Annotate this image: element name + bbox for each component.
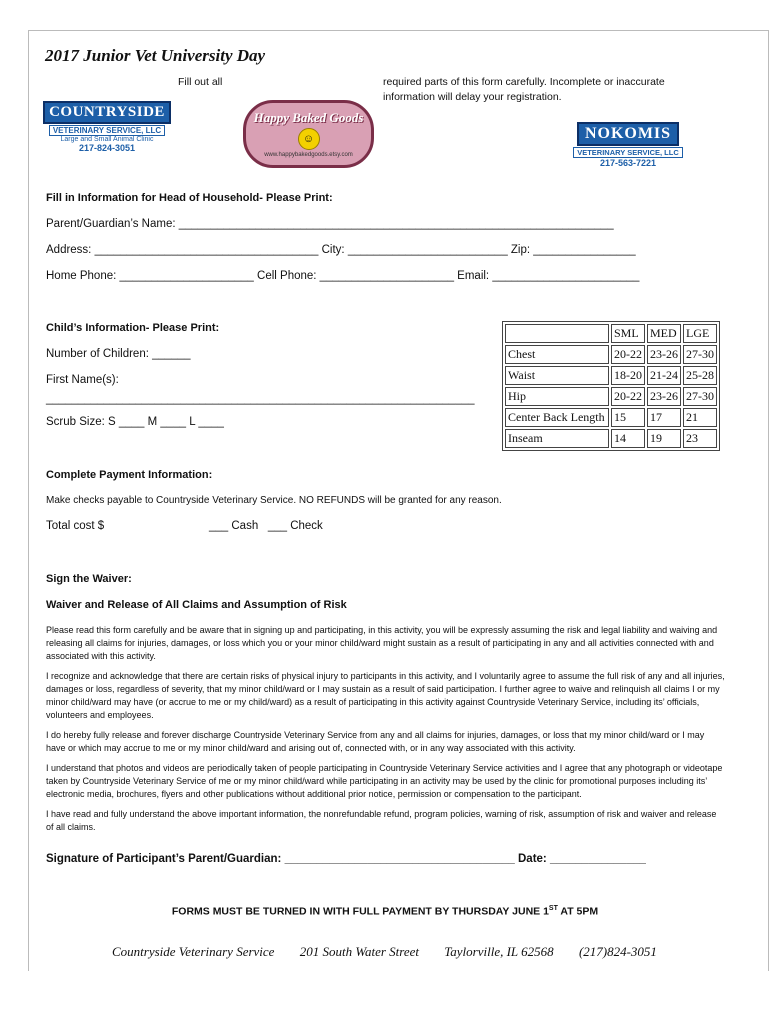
intro-right-2: information will delay your registration. (383, 91, 562, 103)
waiver-paragraph: I understand that photos and videos are periodically taken of people participating in Countryside Veterinary Service activities and I agree that any photograph or videotape taken by Countryside Veterinary Service of me or my minor child/ward while participating in an activity may be used by the clinic for promotional purposes including its’ electronic media, brochures, flyers and other publications without additional prior notice, permission or compensation to the participant. (46, 763, 723, 799)
first-names-field[interactable]: ___________________________________________________________________ (46, 393, 475, 405)
footer-street: 201 South Water Street (299, 944, 419, 959)
footer-name: Countryside Veterinary Service (112, 944, 275, 959)
first-names-label: First Name(s): (46, 374, 119, 386)
waiver-heading: Waiver and Release of All Claims and Assumption of Risk (46, 599, 347, 611)
waiver-text (46, 624, 726, 841)
total-cost-label: Total cost $ (46, 520, 105, 532)
footer-phone: (217)824-3051 (578, 944, 657, 959)
waiver-paragraph: I recognize and acknowledge that there are certain risks of physical injury to participants in this activity, and I voluntarily agree to assume the full risk of any and all injuries, damages or loss, regardless of severity, that my minor child/ward or I may sustain as a result of said participation. I further agree to waive and relinquish all claims I or my minor child/ward may have (or accrue to me or my child/ward) as a result of participating in this activity against Countryside Veterinary Service, including its’ officials, volunteers and employees. (46, 671, 725, 720)
household-heading: Fill in Information for Head of Household- Please Print: (46, 192, 333, 204)
table-row: Inseam 14 19 23 (505, 429, 717, 448)
footer-city: Taylorville, IL 62568 (444, 944, 554, 959)
page-title: 2017 Junior Vet University Day (45, 46, 266, 65)
size-chart-table (502, 321, 720, 451)
child-heading: Child’s Information- Please Print: (46, 322, 220, 334)
phone-email-field[interactable]: Home Phone: _____________________ Cell Phone: _____________________ Email: _______________________ (46, 270, 640, 282)
nokomis-logo: NOKOMIS VETERINARY SERVICE, LLC 217-563-7221 (568, 116, 688, 174)
table-row: SML MED LGE (505, 324, 717, 343)
table-row: Center Back Length 15 17 21 (505, 408, 717, 427)
signature-field[interactable]: Signature of Participant’s Parent/Guardian: ____________________________________ Date: _______________ (46, 853, 646, 865)
footer-address (112, 944, 679, 960)
table-row: Waist 18-20 21-24 25-28 (505, 366, 717, 385)
address-field[interactable]: Address: ___________________________________ City: _________________________ Zip: ________________ (46, 244, 636, 256)
countryside-logo: COUNTRYSIDE VETERINARY SERVICE, LLC Large and Small Animal Clinic 217-824-3051 (46, 92, 168, 162)
smiley-icon: ☺ (298, 128, 320, 150)
table-row: Chest 20-22 23-26 27-30 (505, 345, 717, 364)
deadline-notice: FORMS MUST BE TURNED IN WITH FULL PAYMENT BY THURSDAY JUNE 1ST AT 5PM (171, 905, 599, 918)
payment-method-field[interactable]: ___ Cash ___ Check (209, 520, 323, 532)
waiver-paragraph: I have read and fully understand the above important information, the nonrefundable refund, program policies, warning of risk, assumption of risk and waiver and release of all claims. (46, 809, 717, 832)
parent-name-field[interactable]: Parent/Guardian’s Name: ____________________________________________________________________ (46, 218, 614, 230)
intro-left: Fill out all (178, 76, 223, 88)
scrub-size-field[interactable]: Scrub Size: S ____ M ____ L ____ (46, 416, 224, 428)
table-row: Hip 20-22 23-26 27-30 (505, 387, 717, 406)
intro-right-1: required parts of this form carefully. Incomplete or inaccurate (383, 76, 665, 88)
children-count-field[interactable]: Number of Children: ______ (46, 348, 191, 360)
waiver-paragraph: Please read this form carefully and be aware that in signing up and participating, in this activity, you will be expressly assuming the risk and legal liability and waiving and releasing all claims for injuries, damages, or loss which you or your minor child/ward might sustain as a result of participating in any and all activities connected with and associated with this activity. (46, 625, 718, 661)
waiver-paragraph: I do hereby fully release and forever discharge Countryside Veterinary Service from any and all claims for injuries, damages, or loss that my minor child/ward or I may have or which may accrue to me or my minor child/ward and arising out of, connected with, or in any way associated with this activity. (46, 730, 705, 753)
happy-baked-goods-logo: Happy Baked Goods ☺ www.happybakedgoods.etsy.com (243, 100, 374, 168)
sign-waiver-heading: Sign the Waiver: (46, 573, 132, 585)
payment-heading: Complete Payment Information: (46, 469, 213, 481)
payment-checks-text: Make checks payable to Countryside Veterinary Service. NO REFUNDS will be granted for any reason. (46, 495, 502, 506)
